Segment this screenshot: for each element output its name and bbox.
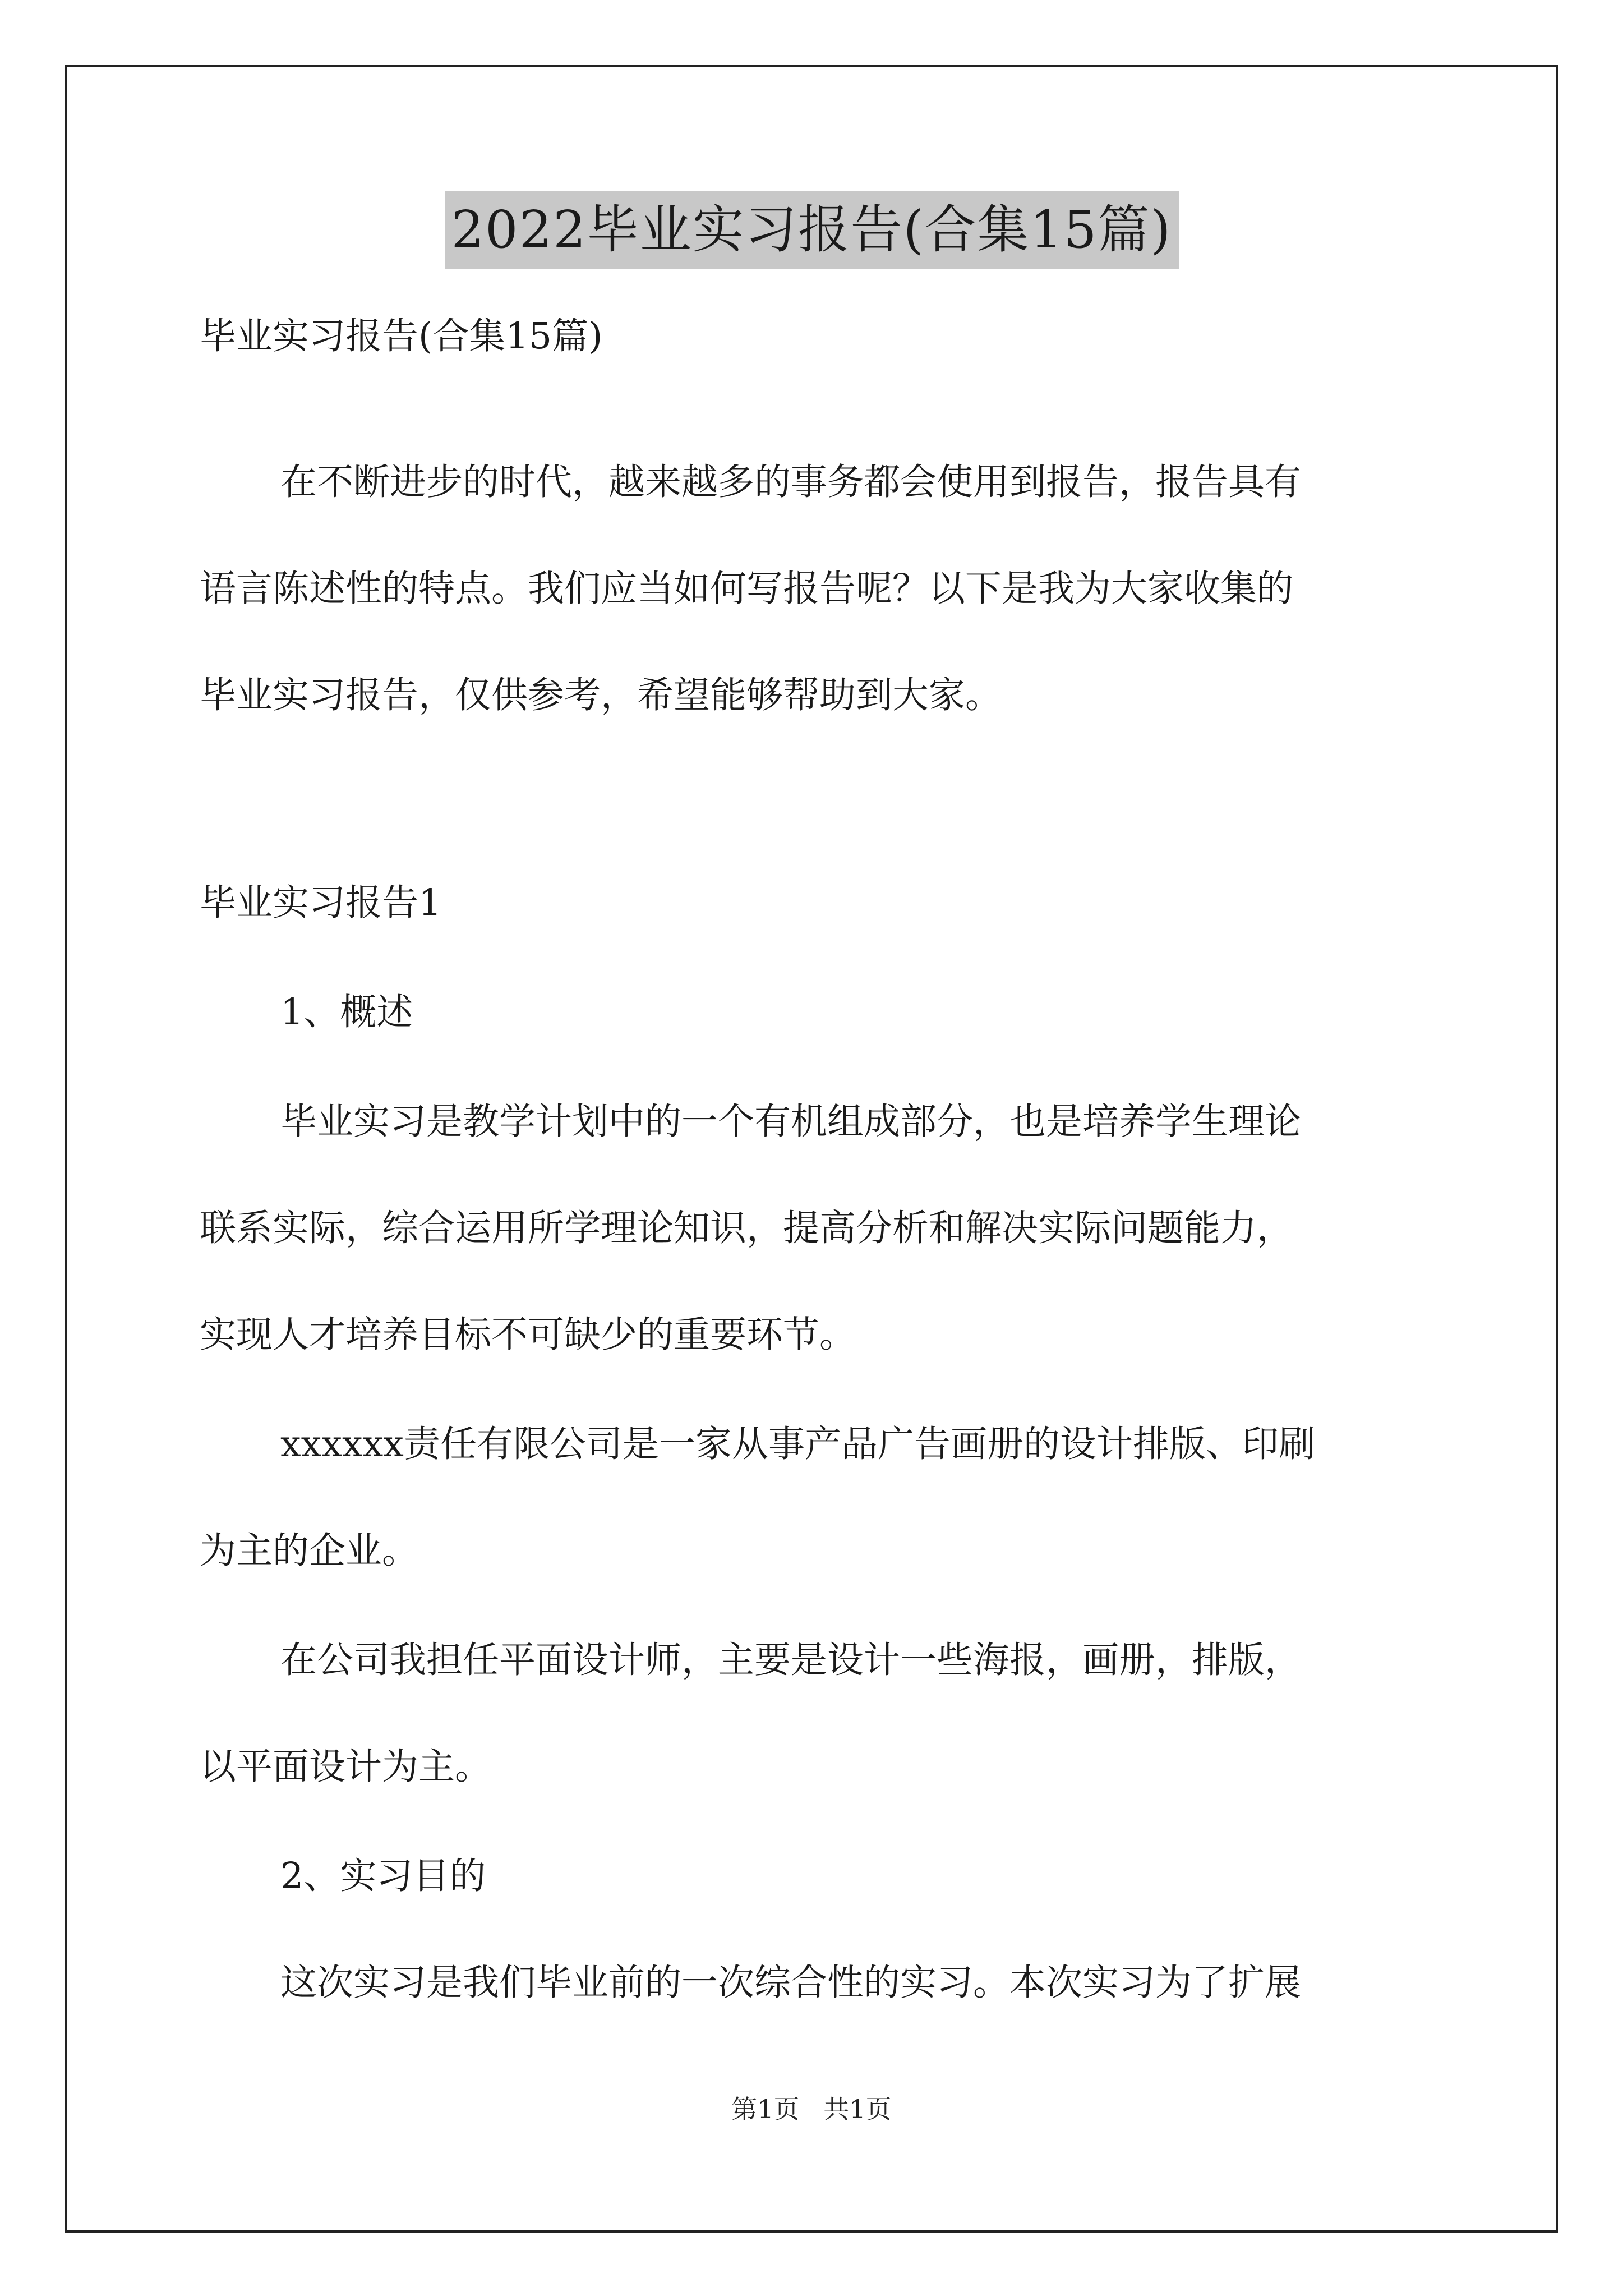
page-total: 共1页 xyxy=(823,2094,892,2124)
paragraph-line: xxxxxx责任有限公司是一家从事产品广告画册的设计排版、印刷 xyxy=(280,1423,1315,1465)
paragraph-line: 语言陈述性的特点。我们应当如何写报告呢？以下是我为大家收集的 xyxy=(200,568,1294,610)
subsection-heading: 2、实习目的 xyxy=(280,1855,486,1897)
subsection-heading: 1、概述 xyxy=(280,991,413,1033)
paragraph-line: 为主的企业。 xyxy=(200,1530,419,1572)
section-heading: 毕业实习报告1 xyxy=(200,882,442,924)
paragraph-line: 实现人才培养目标不可缺少的重要环节。 xyxy=(200,1314,856,1356)
page-footer xyxy=(0,2092,1623,2126)
paragraph-line: 在不断进步的时代，越来越多的事务都会使用到报告，报告具有 xyxy=(280,461,1302,503)
paragraph-line: 联系实际，综合运用所学理论知识，提高分析和解决实际问题能力， xyxy=(200,1207,1294,1249)
paragraph-line: 以平面设计为主。 xyxy=(200,1746,492,1788)
page-number: 第1页 xyxy=(731,2094,800,2124)
document-title: 2022毕业实习报告(合集15篇) xyxy=(445,191,1179,269)
paragraph-line: 在公司我担任平面设计师，主要是设计一些海报，画册，排版， xyxy=(280,1639,1302,1681)
paragraph-line: 这次实习是我们毕业前的一次综合性的实习。本次实习为了扩展 xyxy=(280,1962,1302,2004)
paragraph-line: 毕业实习报告，仅供参考，希望能够帮助到大家。 xyxy=(200,674,1002,716)
title-container xyxy=(0,191,1623,269)
paragraph-line: 毕业实习是教学计划中的一个有机组成部分，也是培养学生理论 xyxy=(280,1101,1302,1143)
subtitle: 毕业实习报告(合集15篇) xyxy=(200,315,603,357)
